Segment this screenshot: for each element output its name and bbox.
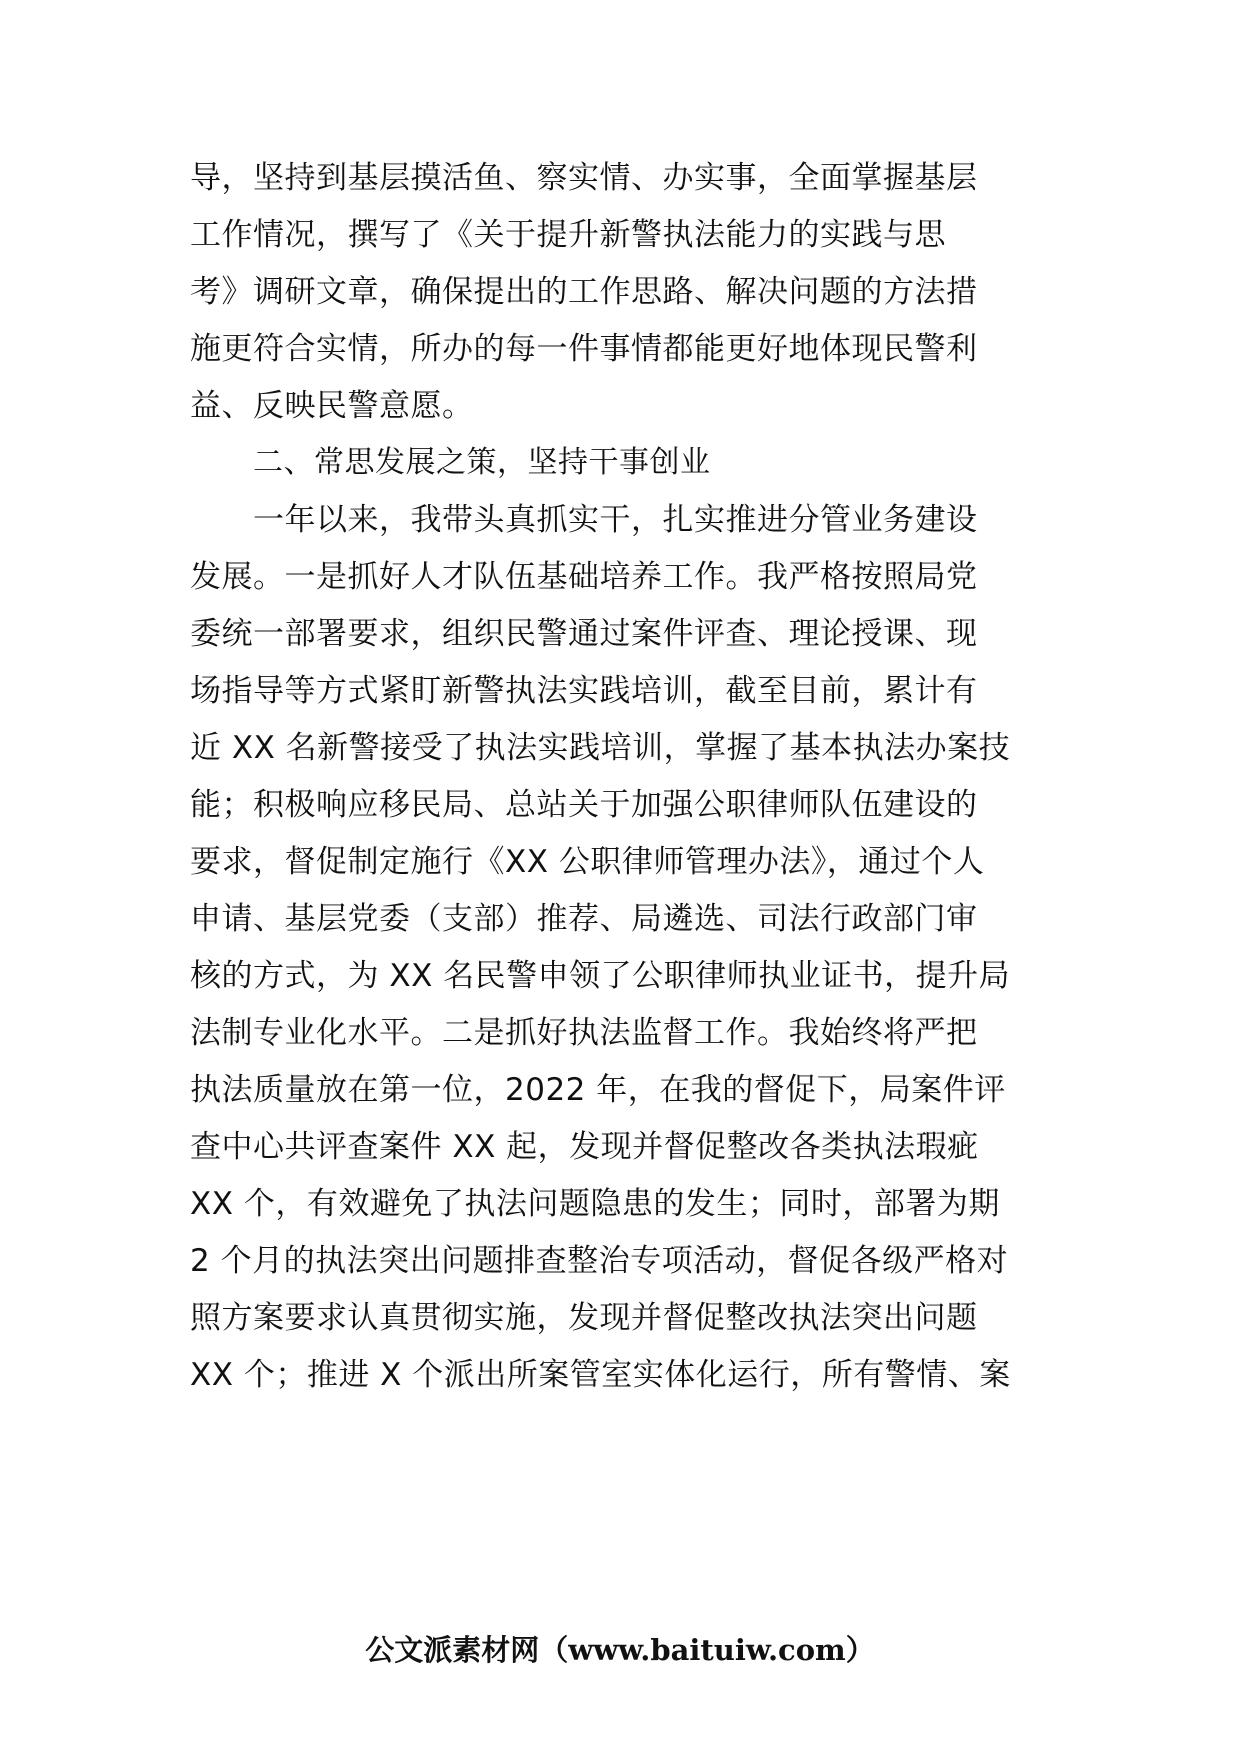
text-line-17: 执法质量放在第一位，2022 年，在我的督促下，局案件评 [190,1072,1006,1108]
text-line-21: 照方案要求认真贯彻实施，发现并督促整改执法突出问题 [190,1300,978,1336]
text-line-1: 导，坚持到基层摸活鱼、察实情、办实事，全面掌握基层 [190,160,978,196]
section-heading: 二、常思发展之策，坚持干事创业 [253,445,711,480]
text-line-9: 委统一部署要求，组织民警通过案件评查、理论授课、现 [190,616,978,652]
text-line-20: 2 个月的执法突出问题排查整治专项活动，督促各级严格对 [190,1243,1009,1279]
text-line-18: 查中心共评查案件 XX 起，发现并督促整改各类执法瑕疵 [190,1129,979,1165]
text-line-4: 施更符合实情，所办的每一件事情都能更好地体现民警利 [190,331,978,367]
text-line-19: XX 个，有效避免了执法问题隐患的发生；同时，部署为期 [190,1186,1000,1222]
text-line-13: 要求，督促制定施行《XX 公职律师管理办法》，通过个人 [190,844,985,880]
text-line-15: 核的方式，为 XX 名民警申领了公职律师执业证书，提升局 [190,958,1011,994]
text-line-5: 益、反映民警意愿。 [190,388,474,424]
text-line-8: 发展。一是抓好人才队伍基础培养工作。我严格按照局党 [190,559,978,595]
text-line-10: 场指导等方式紧盯新警执法实践培训，截至目前，累计有 [190,673,978,709]
text-line-2: 工作情况，撰写了《关于提升新警执法能力的实践与思 [190,217,946,253]
text-line-12: 能；积极响应移民局、总站关于加强公职律师队伍建设的 [190,787,978,823]
text-line-14: 申请、基层党委（支部）推荐、局遴选、司法行政部门审 [190,901,978,937]
footer-watermark-text: 公文派素材网（www.baituiw.com） [365,1633,875,1667]
text-line-3: 考》调研文章，确保提出的工作思路、解决问题的方法措 [190,274,978,310]
text-line-22: XX 个；推进 X 个派出所案管室实体化运行，所有警情、案 [190,1357,1011,1393]
paragraph-first-line: 一年以来，我带头真抓实干，扎实推进分管业务建设 [253,502,978,538]
text-line-16: 法制专业化水平。二是抓好执法监督工作。我始终将严把 [190,1015,978,1051]
text-line-11: 近 XX 名新警接受了执法实践培训，掌握了基本执法办案技 [190,730,1011,766]
